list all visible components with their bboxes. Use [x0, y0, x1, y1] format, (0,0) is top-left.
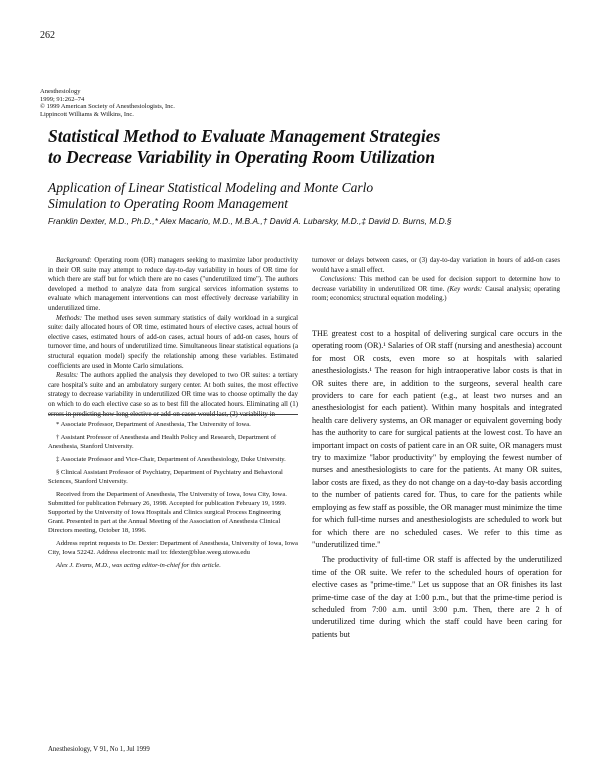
article-title: [48, 126, 568, 168]
subtitle-line-2: Simulation to Operating Room Management: [48, 196, 288, 211]
footnote-item: † Assistant Professor of Anesthesia and Health Policy and Research, Department of Anesthesia, Stanford University.: [48, 434, 277, 450]
abstract-methods: [48, 314, 298, 372]
footnote-item: Address reprint requests to Dr. Dexter: Department of Anesthesia, University of Iowa, Iowa City, Iowa 52242. Address electronic mail to: fdexter@blue.weeg.uiowa.edu: [48, 540, 298, 556]
meta-copyright: © 1999 American Society of Anesthesiologists, Inc.: [40, 103, 175, 111]
abstract-continued: turnover or delays between cases, or (3) day-to-day variation in hours of add-on cases would have a small effect.: [312, 257, 560, 274]
footnote-divider: [48, 414, 298, 415]
abstract-conclusions: [312, 275, 560, 304]
abstract-results: [48, 371, 298, 419]
meta-journal-name: Anesthesiology: [40, 88, 81, 95]
body-paragraph-2: The productivity of full-time OR staff is affected by the underutilized time of the OR suite. We refer to the scheduled hours of operation for elective cases as "prime-time." Let us suppose that an OR finishes its last prime-time case of the day at 1:00 p.m., but that the prime-time period is scheduled from 7:00 a.m. until 3:00 p.m. Then, there are 2 h of underutilized time during which the staff could have been caring for patients but: [312, 555, 562, 639]
footnote-item: ‡ Associate Professor and Vice-Chair, Department of Anesthesiology, Duke University.: [56, 456, 286, 463]
body-text-column: [312, 328, 562, 644]
body-paragraph-1: THE greatest cost to a hospital of delivering surgical care occurs in the operating room (OR).¹ Salaries of OR staff (nursing and anesthesia) account for most OR costs, even more so at hospitals with salaried anesthesiologists.¹ The reason for high intraoperative labor costs is that in OR suites there are, in addition to the surgeons, several health care providers to care for each patient (e.g., at least two nurses and an anesthesiologist for each patient). Within many hospitals and integrated health care delivery systems, an OR manager or equivalent governing body has the authority to care for surgical patients at the lowest cost. To have an important impact on costs of patient care in an OR suite, OR managers must try to maximize "labor productivity" by employing the fewest number of nurses and anesthesiologists to care for the patients. At many OR suites, labor costs are fixed, as they do not change on a day-to-day basis according to the number of patients cared for. Thus, to care for the patients while employing as few staff as possible, the OR manager must minimize the time for which full-time nurses and anesthesiologists are scheduled to work but for which there are no scheduled cases. We refer to this time as "underutilized time.": [312, 329, 562, 549]
title-line-1: Statistical Method to Evaluate Management Strategies: [48, 126, 441, 146]
footnote-item: § Clinical Assistant Professor of Psychiatry, Department of Psychiatry and Behavioral Sciences, Stanford University.: [48, 469, 283, 485]
abstract-right-column: [312, 256, 560, 304]
author-list: Franklin Dexter, M.D., Ph.D.,* Alex Macario, M.D., M.B.A.,† David A. Lubarsky, M.D.,‡ David D. Burns, M.D.§: [48, 216, 452, 226]
abstract-background: [48, 256, 298, 314]
journal-footer: Anesthesiology, V 91, No 1, Jul 1999: [48, 746, 150, 753]
methods-text: The method uses seven summary statistics of daily workload in a surgical suite: daily allocated hours of OR time, estimated hours of elective cases, actual hours of elective cases, estimated hours of add-on cases, actual hours of add-on cases, hours of turnover time, and hours of underutilized time. Simultaneous linear statistical equations (a structural equation model) specify the relationship among these variables. Estimated coefficients are used in Monte Carlo simulations.: [48, 314, 298, 370]
conclusions-text: This method can be used for decision support to determine how to decrease variability in underutilized OR time.: [312, 276, 560, 293]
background-label: Background:: [56, 257, 92, 264]
results-label: Results:: [56, 372, 79, 380]
footnote-item: Alex J. Evans, M.D., was acting editor-in-chief for this article.: [56, 562, 221, 569]
abstract-left-column: [48, 256, 298, 419]
keywords-text: Causal analysis; operating room; economics; structural equation modeling.): [312, 285, 560, 303]
keywords-label: (Key words:: [447, 285, 483, 293]
conclusions-label: Conclusions:: [320, 276, 357, 284]
meta-publisher: Lippincott Williams & Wilkins, Inc.: [40, 110, 134, 118]
journal-metadata: [40, 88, 175, 118]
methods-label: Methods:: [56, 314, 83, 322]
title-line-2: to Decrease Variability in Operating Room Utilization: [48, 147, 435, 167]
footnote-item: Received from the Department of Anesthesia, The University of Iowa, Iowa City, Iowa. Submitted for publication February 26, 1998. Accepted for publication February 19, 1999. Supported by the University of Iowa Hospitals and Clinics surgical Process Engineering Grant. Presented in part at the Annual Meeting of the Association of Anesthesia Clinical Directors meeting, October 18, 1996.: [48, 491, 287, 534]
subtitle-line-1: Application of Linear Statistical Modeling and Monte Carlo: [48, 180, 374, 195]
article-subtitle: [48, 180, 568, 212]
footnotes: [48, 420, 298, 574]
footnote-item: * Associate Professor, Department of Anesthesia, The University of Iowa.: [56, 421, 251, 428]
meta-citation: 1999; 91:262–74: [40, 95, 85, 103]
page-number: 262: [40, 30, 55, 41]
background-text: Operating room (OR) managers seeking to maximize labor productivity in their OR suite may attempt to reduce day-to-day variability in hours of OR time for which there are staff but for which there are no cases ("underutilized time"). The authors developed a method to analyze data from surgical services information systems to evaluate which management interventions can most effectively decrease variability in underutilized time.: [48, 257, 298, 312]
results-text: The authors applied the analysis they developed to two OR suites: a tertiary care hospital's suite and an ambulatory surgery center. At both suites, the most effective strategy to decrease variability in underutilized OR time was to choose optimally the day on which to do each elective case so as to best fill the allocated hours. Eliminating all (1) errors in predicting how long elective or add-on cases would last, (2) variability in: [48, 372, 298, 418]
